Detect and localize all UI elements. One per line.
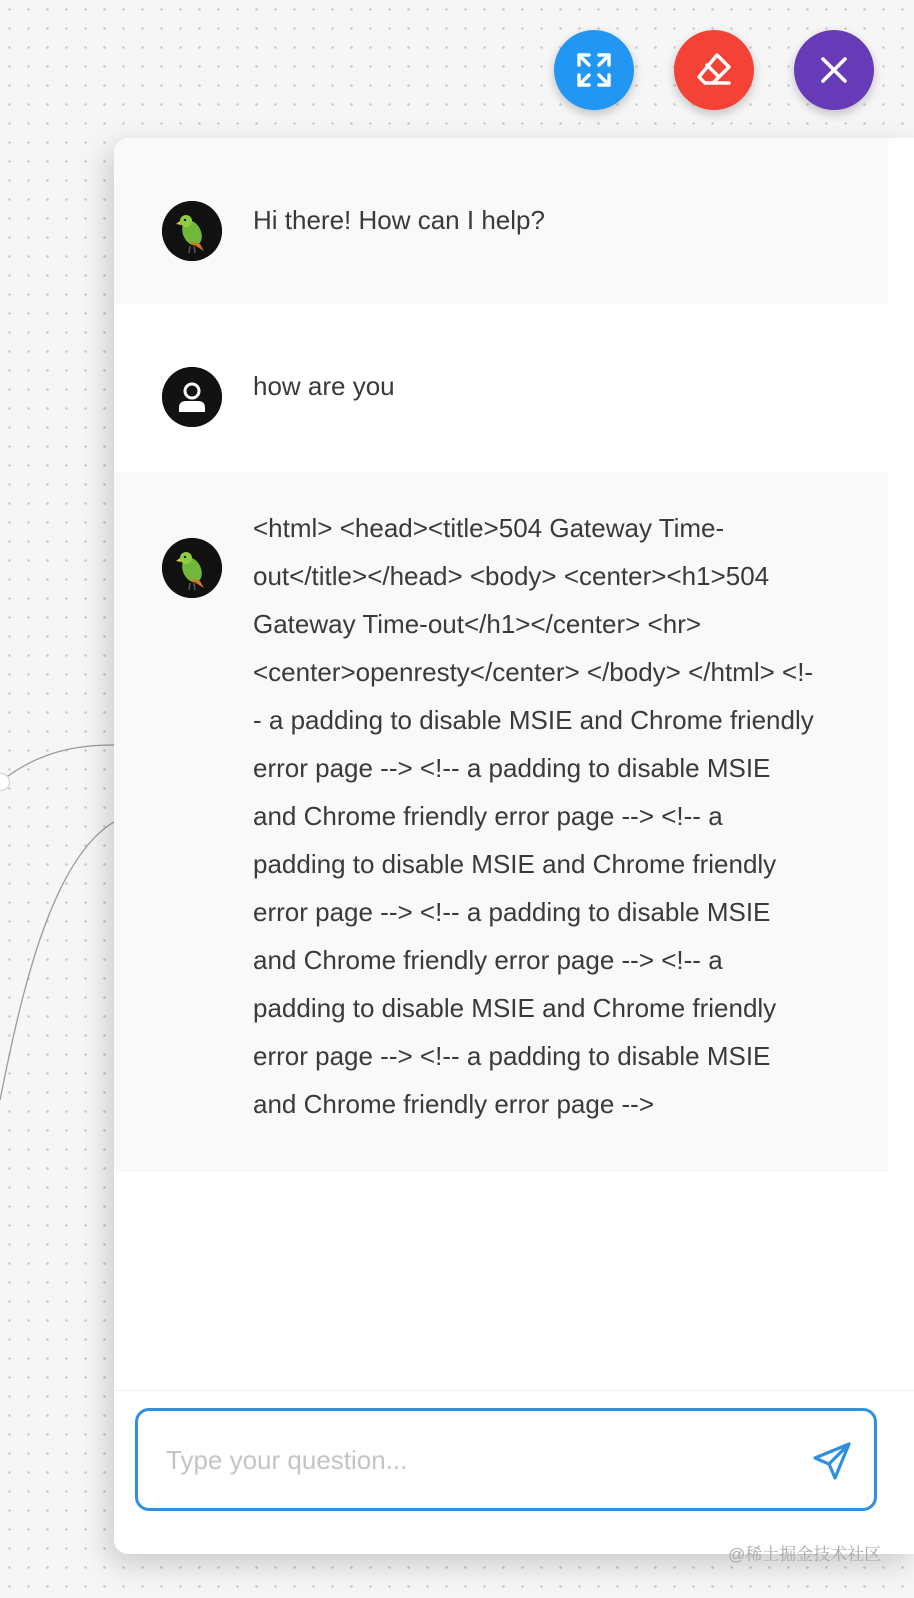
input-divider (114, 1390, 914, 1391)
question-input[interactable] (164, 1411, 768, 1510)
parrot-avatar-icon (162, 538, 222, 598)
clear-chat-button[interactable] (674, 30, 754, 110)
message-text: <html> <head><title>504 Gateway Time-out</title></head> <body> <center><h1>504 Gateway Time-out</h1></center> <hr> <center>openresty</center> </body> </html> <!-- a padding to disable MSIE and Chrome friendly error page --> <!-- a padding to disable MSIE and Chrome friendly error page --> <!-- a padding to disable MSIE and Chrome friendly error page --> <!-- a padding to disable MSIE and Chrome friendly error page --> <!-- a padding to disable MSIE and Chrome friendly error page --> <!-- a padding to disable MSIE and Chrome friendly error page --> (253, 513, 814, 1119)
chat-panel (114, 138, 914, 1554)
eraser-icon (693, 49, 735, 91)
user-avatar-icon (162, 367, 222, 427)
close-icon (817, 53, 851, 87)
watermark: @稀土掘金技术社区 (728, 1545, 882, 1564)
question-input-box (135, 1408, 877, 1511)
message-text: how are you (253, 371, 395, 401)
message-list (114, 138, 888, 1172)
bot-message (114, 138, 888, 304)
send-button[interactable] (810, 1439, 854, 1483)
send-icon (811, 1440, 853, 1482)
user-message (114, 304, 888, 472)
message-text: Hi there! How can I help? (253, 205, 545, 235)
close-chat-button[interactable] (794, 30, 874, 110)
parrot-avatar-icon (162, 201, 222, 261)
bot-message (114, 472, 888, 1172)
expand-button[interactable] (554, 30, 634, 110)
expand-icon (574, 50, 614, 90)
